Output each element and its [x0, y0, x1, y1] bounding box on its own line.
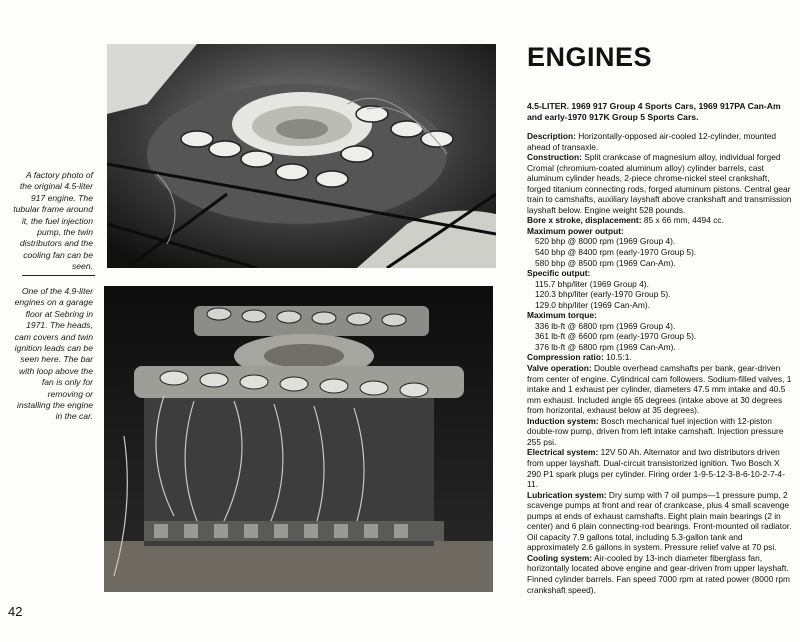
spec-label: Valve operation:	[527, 363, 592, 374]
spec-label: Compression ratio:	[527, 352, 604, 363]
section-subtitle: 4.5-LITER. 1969 917 Group 4 Sports Cars, 1969 917PA Can-Am and early-1970 917K Group 5 Sports Cars.	[527, 101, 781, 122]
spec-entry	[527, 490, 794, 553]
spec-list	[527, 131, 794, 595]
photo-caption-sebring: One of the 4.9-liter engines on a garage floor at Sebring in 1971. The heads, cam covers and twin ignition leads can be seen here. The bar with loop above the fan is only for removing or installing the engine in the car.	[14, 286, 93, 422]
page-title: ENGINES	[527, 42, 653, 72]
spec-label: Cooling system:	[527, 552, 593, 563]
spec-label: Induction system:	[527, 415, 599, 426]
spec-entry	[527, 152, 794, 215]
spec-value-line: 580 bhp @ 8500 rpm (1969 Can-Am).	[535, 257, 676, 268]
spec-value: Double overhead camshafts per bank, gear-driven from center of engine. Cylindrical cam followers. Sodium-filled valves, 1 intake and 1 exhaust per cylinder, diameters 47.5 mm intake and 40.5 mm exhaust. Included angle 65 degrees (intake above at 30 degrees from horizontal, exhaust below at 35 degrees).	[527, 363, 792, 416]
spec-entry	[527, 226, 794, 268]
spec-value: Horizontally-opposed air-cooled 12-cylinder, mounted ahead of transaxle.	[527, 131, 777, 152]
spec-label: Bore x stroke, displacement:	[527, 215, 642, 226]
spec-entry	[527, 363, 794, 416]
spec-value: 10.5:1.	[606, 352, 632, 363]
spec-entry	[527, 447, 794, 489]
spec-value-line: 540 bhp @ 8400 rpm (early-1970 Group 5).	[535, 247, 697, 258]
engine-photo-sebring	[104, 286, 493, 592]
spec-value-line: 336 lb-ft @ 6800 rpm (1969 Group 4).	[535, 320, 676, 331]
spec-label: Lubrication system:	[527, 489, 607, 500]
spec-value: Bosch mechanical fuel injection with 12-piston double-row pump, driven from left intake camshaft. Injection pressure 255 psi.	[527, 415, 784, 447]
spec-value-line: 361 lb-ft @ 6600 rpm (early-1970 Group 5).	[535, 331, 697, 342]
caption-divider	[22, 275, 95, 276]
spec-value-line: 115.7 bhp/liter (1969 Group 4).	[535, 278, 649, 289]
spec-label: Construction:	[527, 152, 582, 163]
spec-entry	[527, 553, 794, 595]
spec-entry	[527, 310, 794, 352]
spec-value: 85 x 66 mm, 4494 cc.	[643, 215, 724, 226]
spec-label: Description:	[527, 131, 576, 141]
page-number: 42	[8, 604, 23, 619]
spec-value: Split crankcase of magnesium alloy, individual forged Cromal (chromium-coated aluminum alloy) cylinder barrels, cast aluminum cylinder heads, 2-piece chrome-nickel steel crankshaft, forged titanium connecting rods, forged aluminum pistons. Central gear train to camshafts, auxiliary layshaft above crankshaft and transmission layshaft below. Engine weight 528 pounds.	[527, 152, 792, 215]
spec-label: Electrical system:	[527, 447, 599, 458]
spec-label: Specific output:	[527, 268, 591, 279]
photo-caption-factory: A factory photo of the original 4.5-liter 917 engine. The tubular frame around it, the fuel injection pump, the twin distributors and the cooling fan can be seen.	[13, 170, 93, 272]
spec-label: Maximum torque:	[527, 310, 597, 321]
spec-label: Maximum power output:	[527, 225, 624, 236]
spec-value-line: 376 lb-ft @ 6800 rpm (1969 Can-Am).	[535, 341, 676, 352]
spec-value: Air-cooled by 13-inch diameter fiberglass fan, horizontally located above engine and gear-driven from upper layshaft. Finned cylinder barrels. Fan speed 7000 rpm at rated power (8000 rpm crankshaft speed).	[527, 552, 791, 595]
spec-entry	[527, 416, 794, 448]
spec-value-line: 129.0 bhp/liter (1969 Can-Am).	[535, 299, 650, 310]
spec-entry	[527, 352, 794, 363]
spec-entry	[527, 131, 794, 152]
spec-value-line: 520 bhp @ 8000 rpm (1969 Group 4).	[535, 236, 676, 247]
spec-value: 12V 50 Ah. Alternator and two distributors driven from upper layshaft. Dual-circuit transistorized ignition. Two Bosch X 290 P1 spark plugs per cylinder. Firing order 1-9-5-12-3-8-6-10-2-7-4-11.	[527, 447, 785, 490]
spec-entry	[527, 268, 794, 310]
spec-value: Dry sump with 7 oil pumps—1 pressure pump, 2 scavenge pumps at front and rear of crankcase, plus 4 small scavenge pumps at ends of exhaust camshafts. Eight plain main bearings (2 in center) and 6 plain connecting-rod bearings. Front-mounted oil radiator. Oil capacity 7.9 gallons total, including 5.3-gallon tank and approximately 2.6 gallons in system. Pressure relief valve at 70 psi.	[527, 489, 792, 553]
spec-value-line: 120.3 bhp/liter (early-1970 Group 5).	[535, 289, 671, 300]
spec-entry	[527, 215, 794, 226]
engine-photo-factory	[107, 44, 496, 268]
